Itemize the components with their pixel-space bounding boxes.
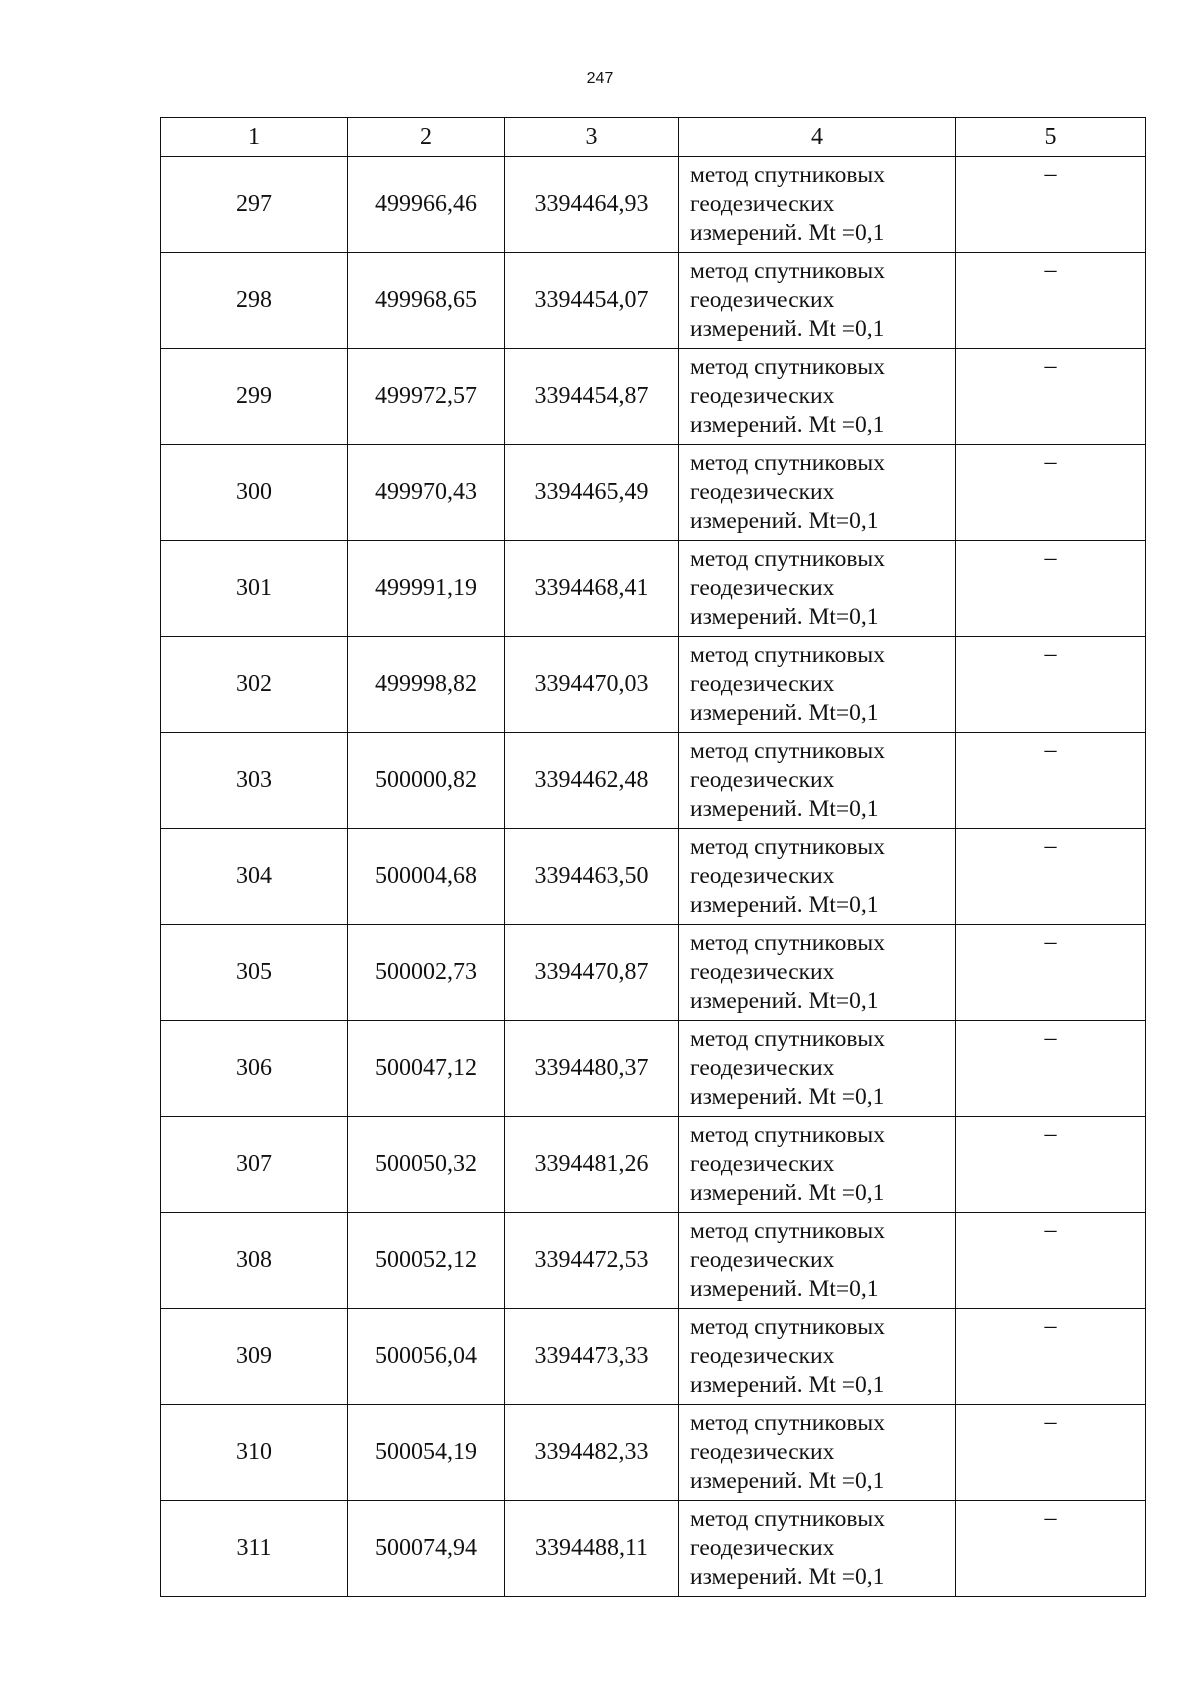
y-coordinate-cell: 3394470,03 xyxy=(505,637,679,733)
method-cell xyxy=(679,1117,956,1213)
method-line-2: геодезических xyxy=(690,575,835,601)
y-coordinate-cell: 3394468,41 xyxy=(505,541,679,637)
y-coordinate-cell: 3394488,11 xyxy=(505,1501,679,1597)
method-line-3: измерений. Mt=0,1 xyxy=(690,1276,879,1302)
method-line-1: метод спутниковых xyxy=(690,738,885,764)
note-cell: – xyxy=(956,829,1146,925)
point-number-cell: 297 xyxy=(161,157,348,253)
method-line-1: метод спутниковых xyxy=(690,1506,885,1532)
table-row xyxy=(161,1117,1146,1213)
table-row xyxy=(161,253,1146,349)
method-cell xyxy=(679,349,956,445)
method-line-3: измерений. Mt=0,1 xyxy=(690,604,879,630)
x-coordinate-cell: 499970,43 xyxy=(348,445,505,541)
point-number-cell: 306 xyxy=(161,1021,348,1117)
note-cell: – xyxy=(956,541,1146,637)
method-line-1: метод спутниковых xyxy=(690,354,885,380)
x-coordinate-cell: 500002,73 xyxy=(348,925,505,1021)
note-cell: – xyxy=(956,733,1146,829)
method-cell xyxy=(679,1405,956,1501)
x-coordinate-cell: 500004,68 xyxy=(348,829,505,925)
note-cell: – xyxy=(956,445,1146,541)
note-cell: – xyxy=(956,1501,1146,1597)
method-line-2: геодезических xyxy=(690,671,835,697)
note-cell: – xyxy=(956,349,1146,445)
method-cell xyxy=(679,541,956,637)
header-cell-1: 1 xyxy=(161,118,348,157)
method-line-1: метод спутниковых xyxy=(690,642,885,668)
point-number-cell: 303 xyxy=(161,733,348,829)
x-coordinate-cell: 500054,19 xyxy=(348,1405,505,1501)
point-number-cell: 300 xyxy=(161,445,348,541)
method-line-3: измерений. Mt=0,1 xyxy=(690,508,879,534)
method-line-3: измерений. Mt =0,1 xyxy=(690,1180,885,1206)
y-coordinate-cell: 3394473,33 xyxy=(505,1309,679,1405)
method-line-2: геодезических xyxy=(690,863,835,889)
table-row xyxy=(161,1309,1146,1405)
note-cell: – xyxy=(956,157,1146,253)
x-coordinate-cell: 500056,04 xyxy=(348,1309,505,1405)
method-line-3: измерений. Mt =0,1 xyxy=(690,1372,885,1398)
point-number-cell: 299 xyxy=(161,349,348,445)
method-line-2: геодезических xyxy=(690,1535,835,1561)
method-cell xyxy=(679,925,956,1021)
y-coordinate-cell: 3394480,37 xyxy=(505,1021,679,1117)
header-cell-4: 4 xyxy=(679,118,956,157)
method-line-3: измерений. Mt =0,1 xyxy=(690,316,885,342)
method-line-1: метод спутниковых xyxy=(690,1026,885,1052)
y-coordinate-cell: 3394482,33 xyxy=(505,1405,679,1501)
x-coordinate-cell: 500052,12 xyxy=(348,1213,505,1309)
x-coordinate-cell: 499966,46 xyxy=(348,157,505,253)
table-row xyxy=(161,829,1146,925)
method-line-1: метод спутниковых xyxy=(690,546,885,572)
y-coordinate-cell: 3394472,53 xyxy=(505,1213,679,1309)
page-number: 247 xyxy=(586,70,614,87)
header-cell-5: 5 xyxy=(956,118,1146,157)
table-row xyxy=(161,1405,1146,1501)
x-coordinate-cell: 499968,65 xyxy=(348,253,505,349)
method-line-2: геодезических xyxy=(690,1343,835,1369)
y-coordinate-cell: 3394465,49 xyxy=(505,445,679,541)
note-cell: – xyxy=(956,925,1146,1021)
table-row xyxy=(161,445,1146,541)
method-line-2: геодезических xyxy=(690,1055,835,1081)
method-line-2: геодезических xyxy=(690,1151,835,1177)
note-cell: – xyxy=(956,253,1146,349)
method-cell xyxy=(679,733,956,829)
y-coordinate-cell: 3394470,87 xyxy=(505,925,679,1021)
y-coordinate-cell: 3394462,48 xyxy=(505,733,679,829)
method-line-2: геодезических xyxy=(690,959,835,985)
method-line-1: метод спутниковых xyxy=(690,162,885,188)
header-cell-2: 2 xyxy=(348,118,505,157)
point-number-cell: 310 xyxy=(161,1405,348,1501)
method-line-3: измерений. Mt=0,1 xyxy=(690,892,879,918)
point-number-cell: 309 xyxy=(161,1309,348,1405)
method-cell xyxy=(679,829,956,925)
y-coordinate-cell: 3394464,93 xyxy=(505,157,679,253)
method-cell xyxy=(679,157,956,253)
point-number-cell: 307 xyxy=(161,1117,348,1213)
x-coordinate-cell: 500000,82 xyxy=(348,733,505,829)
method-line-1: метод спутниковых xyxy=(690,1218,885,1244)
method-line-1: метод спутниковых xyxy=(690,930,885,956)
table-row xyxy=(161,349,1146,445)
note-cell: – xyxy=(956,1117,1146,1213)
method-line-3: измерений. Mt=0,1 xyxy=(690,988,879,1014)
coordinates-table xyxy=(160,117,1146,1597)
x-coordinate-cell: 499998,82 xyxy=(348,637,505,733)
y-coordinate-cell: 3394481,26 xyxy=(505,1117,679,1213)
point-number-cell: 311 xyxy=(161,1501,348,1597)
point-number-cell: 308 xyxy=(161,1213,348,1309)
method-line-1: метод спутниковых xyxy=(690,834,885,860)
method-line-3: измерений. Mt =0,1 xyxy=(690,1468,885,1494)
method-line-2: геодезических xyxy=(690,479,835,505)
method-line-1: метод спутниковых xyxy=(690,1122,885,1148)
method-cell xyxy=(679,1021,956,1117)
x-coordinate-cell: 500050,32 xyxy=(348,1117,505,1213)
table-row xyxy=(161,541,1146,637)
method-line-1: метод спутниковых xyxy=(690,1314,885,1340)
table-row xyxy=(161,637,1146,733)
method-line-3: измерений. Mt =0,1 xyxy=(690,1564,885,1590)
y-coordinate-cell: 3394463,50 xyxy=(505,829,679,925)
method-cell xyxy=(679,1309,956,1405)
method-line-1: метод спутниковых xyxy=(690,258,885,284)
method-cell xyxy=(679,637,956,733)
y-coordinate-cell: 3394454,07 xyxy=(505,253,679,349)
method-line-3: измерений. Mt=0,1 xyxy=(690,700,879,726)
note-cell: – xyxy=(956,1021,1146,1117)
note-cell: – xyxy=(956,1405,1146,1501)
y-coordinate-cell: 3394454,87 xyxy=(505,349,679,445)
method-line-3: измерений. Mt =0,1 xyxy=(690,1084,885,1110)
method-line-2: геодезических xyxy=(690,1247,835,1273)
method-line-2: геодезических xyxy=(690,767,835,793)
method-line-1: метод спутниковых xyxy=(690,1410,885,1436)
method-line-3: измерений. Mt=0,1 xyxy=(690,796,879,822)
table-header-row xyxy=(161,118,1146,157)
method-line-2: геодезических xyxy=(690,287,835,313)
point-number-cell: 302 xyxy=(161,637,348,733)
point-number-cell: 305 xyxy=(161,925,348,1021)
note-cell: – xyxy=(956,637,1146,733)
table-row xyxy=(161,1213,1146,1309)
x-coordinate-cell: 500047,12 xyxy=(348,1021,505,1117)
point-number-cell: 304 xyxy=(161,829,348,925)
method-cell xyxy=(679,1501,956,1597)
method-line-2: геодезических xyxy=(690,383,835,409)
x-coordinate-cell: 500074,94 xyxy=(348,1501,505,1597)
header-cell-3: 3 xyxy=(505,118,679,157)
method-line-2: геодезических xyxy=(690,1439,835,1465)
table-row xyxy=(161,925,1146,1021)
method-line-3: измерений. Mt =0,1 xyxy=(690,220,885,246)
x-coordinate-cell: 499972,57 xyxy=(348,349,505,445)
method-cell xyxy=(679,1213,956,1309)
method-line-1: метод спутниковых xyxy=(690,450,885,476)
point-number-cell: 301 xyxy=(161,541,348,637)
table-row xyxy=(161,1021,1146,1117)
method-cell xyxy=(679,445,956,541)
table-row xyxy=(161,733,1146,829)
note-cell: – xyxy=(956,1213,1146,1309)
note-cell: – xyxy=(956,1309,1146,1405)
x-coordinate-cell: 499991,19 xyxy=(348,541,505,637)
table-row xyxy=(161,157,1146,253)
method-line-2: геодезических xyxy=(690,191,835,217)
point-number-cell: 298 xyxy=(161,253,348,349)
method-line-3: измерений. Mt =0,1 xyxy=(690,412,885,438)
method-cell xyxy=(679,253,956,349)
table-row xyxy=(161,1501,1146,1597)
